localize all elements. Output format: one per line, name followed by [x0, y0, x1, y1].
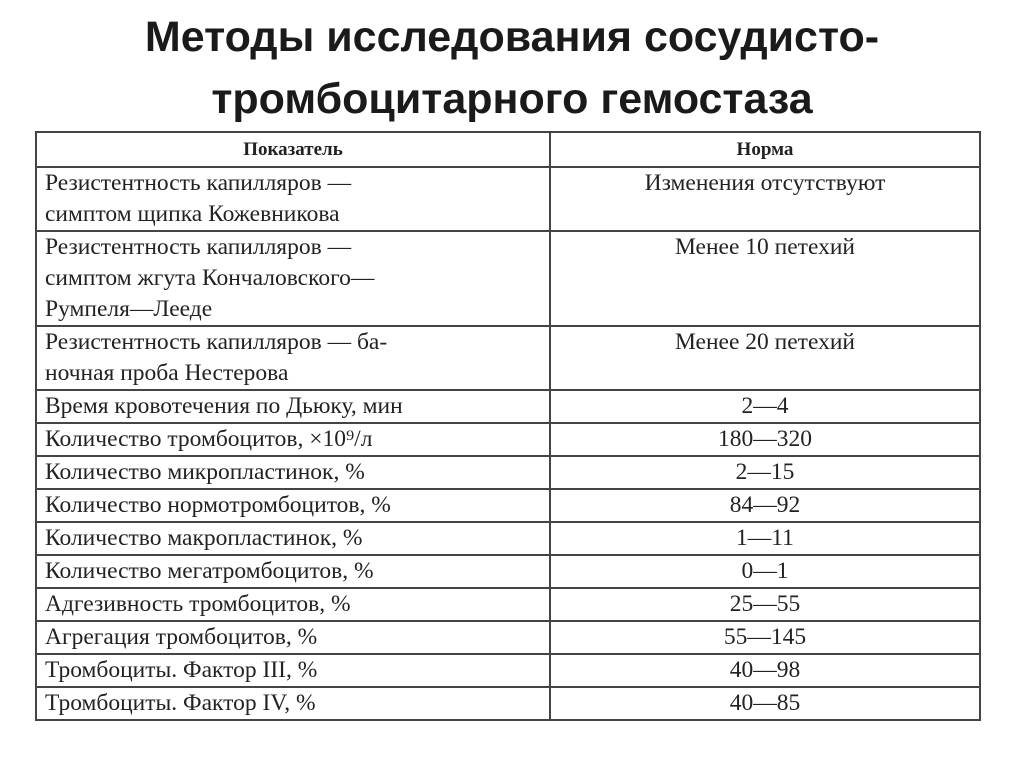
row-norm: 2—4 — [550, 390, 980, 423]
row-param: Количество макропластинок, % — [36, 522, 550, 555]
table-row — [36, 588, 980, 621]
table-header-row — [36, 132, 980, 167]
header-norm: Норма — [550, 132, 980, 167]
table-row — [36, 231, 980, 326]
row-norm: 40—85 — [550, 687, 980, 720]
row-param: Резистентность капилляров — симптом жгута Кончаловского— Румпеля—Лееде — [36, 231, 550, 326]
row-norm: 2—15 — [550, 456, 980, 489]
row-param: Время кровотечения по Дьюку, мин — [36, 390, 550, 423]
row-param: Тромбоциты. Фактор III, % — [36, 654, 550, 687]
header-param: Показатель — [36, 132, 550, 167]
row-norm: 25—55 — [550, 588, 980, 621]
table-row — [36, 654, 980, 687]
row-param: Адгезивность тромбоцитов, % — [36, 588, 550, 621]
slide-title-line-1: Методы исследования сосудисто- — [144, 13, 880, 61]
table-row — [36, 621, 980, 654]
row-norm: 84—92 — [550, 489, 980, 522]
table-row — [36, 390, 980, 423]
slide-title-line-2: тромбоцитарного гемостаза — [211, 75, 813, 123]
table-row — [36, 423, 980, 456]
row-norm: 55—145 — [550, 621, 980, 654]
table-row — [36, 522, 980, 555]
row-norm: 0—1 — [550, 555, 980, 588]
row-norm: 1—11 — [550, 522, 980, 555]
row-param: Количество микропластинок, % — [36, 456, 550, 489]
row-norm: Изменения отсутствуют — [550, 167, 980, 231]
row-norm: Менее 10 петехий — [550, 231, 980, 326]
row-norm: Менее 20 петехий — [550, 326, 980, 390]
row-param: Тромбоциты. Фактор IV, % — [36, 687, 550, 720]
row-param: Резистентность капилляров — ба- ночная проба Нестерова — [36, 326, 550, 390]
table-row — [36, 167, 980, 231]
table-row — [36, 687, 980, 720]
table-row — [36, 555, 980, 588]
row-param: Количество нормотромбоцитов, % — [36, 489, 550, 522]
row-norm: 180—320 — [550, 423, 980, 456]
slide-title — [0, 6, 1024, 130]
row-param: Количество тромбоцитов, ×10⁹/л — [36, 423, 550, 456]
table-row — [36, 326, 980, 390]
table-row — [36, 456, 980, 489]
row-norm: 40—98 — [550, 654, 980, 687]
row-param: Агрегация тромбоцитов, % — [36, 621, 550, 654]
hemostasis-norms-table — [35, 131, 981, 721]
table-row — [36, 489, 980, 522]
row-param: Количество мегатромбоцитов, % — [36, 555, 550, 588]
row-param: Резистентность капилляров — симптом щипка Кожевникова — [36, 167, 550, 231]
